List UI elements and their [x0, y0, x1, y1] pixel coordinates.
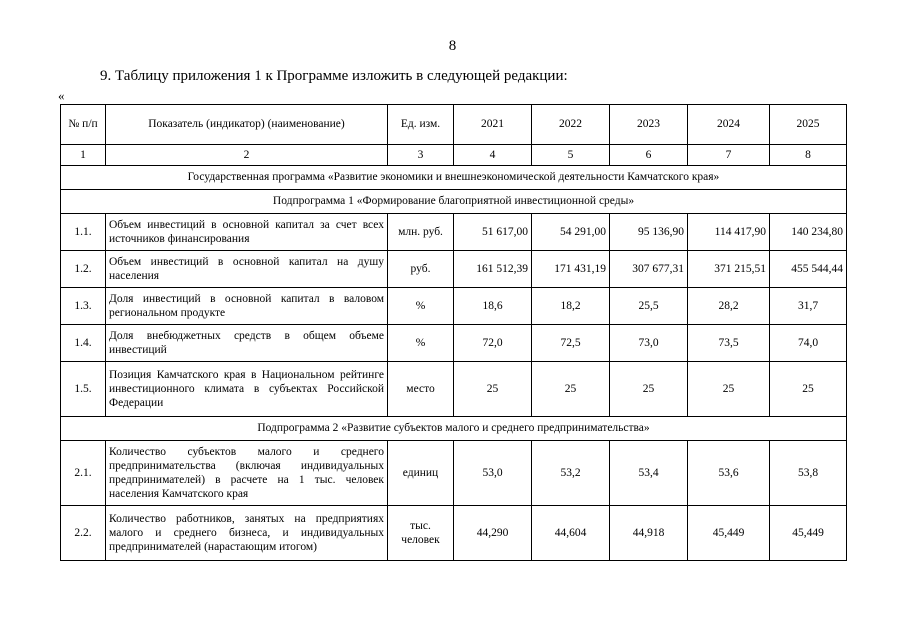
value-2022: 53,2 [532, 441, 610, 506]
value-2022: 171 431,19 [532, 251, 610, 288]
value-2023: 44,918 [610, 506, 688, 561]
row-number: 1.4. [61, 325, 106, 362]
row-number: 1.2. [61, 251, 106, 288]
value-2025: 74,0 [770, 325, 847, 362]
table-row [61, 506, 847, 561]
opening-quote-mark: « [58, 88, 65, 103]
indicators-table [60, 104, 847, 561]
column-number-cell: 8 [770, 145, 847, 166]
column-number-cell: 4 [454, 145, 532, 166]
table-row [61, 362, 847, 417]
column-number-row [61, 145, 847, 166]
column-number-cell: 7 [688, 145, 770, 166]
subprogram-2-title-row [61, 417, 847, 441]
row-number: 1.5. [61, 362, 106, 417]
value-2025: 455 544,44 [770, 251, 847, 288]
unit-cell: % [388, 288, 454, 325]
value-2022: 54 291,00 [532, 214, 610, 251]
header-cell-number: № п/п [61, 105, 106, 145]
value-2025: 45,449 [770, 506, 847, 561]
table-row [61, 325, 847, 362]
indicator-name: Позиция Камчатского края в Национальном рейтинге инвестиционного климата в субъектах Российской Федерации [106, 362, 388, 417]
intro-text: 9. Таблицу приложения 1 к Программе изложить в следующей редакции: [100, 68, 568, 84]
page-number: 8 [448, 38, 457, 54]
column-number-cell: 6 [610, 145, 688, 166]
value-2025: 31,7 [770, 288, 847, 325]
value-2025: 25 [770, 362, 847, 417]
value-2023: 307 677,31 [610, 251, 688, 288]
value-2021: 44,290 [454, 506, 532, 561]
value-2025: 140 234,80 [770, 214, 847, 251]
value-2022: 18,2 [532, 288, 610, 325]
header-cell-2024: 2024 [688, 105, 770, 145]
row-number: 2.1. [61, 441, 106, 506]
subprogram-1-title-row [61, 190, 847, 214]
header-cell-2022: 2022 [532, 105, 610, 145]
indicator-name: Объем инвестиций в основной капитал за счет всех источников финансирования [106, 214, 388, 251]
program-title-row [61, 166, 847, 190]
row-number: 1.3. [61, 288, 106, 325]
value-2021: 53,0 [454, 441, 532, 506]
table-row [61, 214, 847, 251]
column-number-cell: 1 [61, 145, 106, 166]
unit-cell: млн. руб. [388, 214, 454, 251]
subprogram-2-title: Подпрограмма 2 «Развитие субъектов малого и среднего предпринимательства» [61, 417, 847, 441]
value-2024: 25 [688, 362, 770, 417]
indicator-name: Количество субъектов малого и среднего предпринимательства (включая индивидуальных предпринимателей) в расчете на 1 тыс. человек населения Камчатского края [106, 441, 388, 506]
column-number-cell: 5 [532, 145, 610, 166]
value-2021: 72,0 [454, 325, 532, 362]
table-header-row [61, 105, 847, 145]
unit-cell: тыс. человек [388, 506, 454, 561]
value-2022: 72,5 [532, 325, 610, 362]
value-2024: 45,449 [688, 506, 770, 561]
value-2023: 95 136,90 [610, 214, 688, 251]
unit-cell: место [388, 362, 454, 417]
value-2024: 28,2 [688, 288, 770, 325]
unit-cell: руб. [388, 251, 454, 288]
header-cell-2025: 2025 [770, 105, 847, 145]
value-2022: 44,604 [532, 506, 610, 561]
table-row [61, 251, 847, 288]
value-2023: 25,5 [610, 288, 688, 325]
value-2021: 18,6 [454, 288, 532, 325]
indicator-name: Доля инвестиций в основной капитал в валовом региональном продукте [106, 288, 388, 325]
row-number: 2.2. [61, 506, 106, 561]
header-cell-unit: Ед. изм. [388, 105, 454, 145]
header-cell-indicator: Показатель (индикатор) (наименование) [106, 105, 388, 145]
value-2024: 53,6 [688, 441, 770, 506]
row-number: 1.1. [61, 214, 106, 251]
value-2023: 73,0 [610, 325, 688, 362]
value-2023: 53,4 [610, 441, 688, 506]
value-2024: 114 417,90 [688, 214, 770, 251]
value-2021: 161 512,39 [454, 251, 532, 288]
value-2023: 25 [610, 362, 688, 417]
column-number-cell: 3 [388, 145, 454, 166]
table-row [61, 441, 847, 506]
header-cell-2023: 2023 [610, 105, 688, 145]
value-2022: 25 [532, 362, 610, 417]
indicator-name: Объем инвестиций в основной капитал на душу населения [106, 251, 388, 288]
table-row [61, 288, 847, 325]
header-cell-2021: 2021 [454, 105, 532, 145]
value-2021: 51 617,00 [454, 214, 532, 251]
indicator-name: Количество работников, занятых на предприятиях малого и среднего бизнеса, и индивидуальных предпринимателей (нарастающим итогом) [106, 506, 388, 561]
indicator-name: Доля внебюджетных средств в общем объеме инвестиций [106, 325, 388, 362]
unit-cell: % [388, 325, 454, 362]
value-2024: 371 215,51 [688, 251, 770, 288]
program-title: Государственная программа «Развитие экономики и внешнеэкономической деятельности Камчатского края» [61, 166, 847, 190]
column-number-cell: 2 [106, 145, 388, 166]
unit-cell: единиц [388, 441, 454, 506]
value-2025: 53,8 [770, 441, 847, 506]
value-2021: 25 [454, 362, 532, 417]
value-2024: 73,5 [688, 325, 770, 362]
subprogram-1-title: Подпрограмма 1 «Формирование благоприятной инвестиционной среды» [61, 190, 847, 214]
